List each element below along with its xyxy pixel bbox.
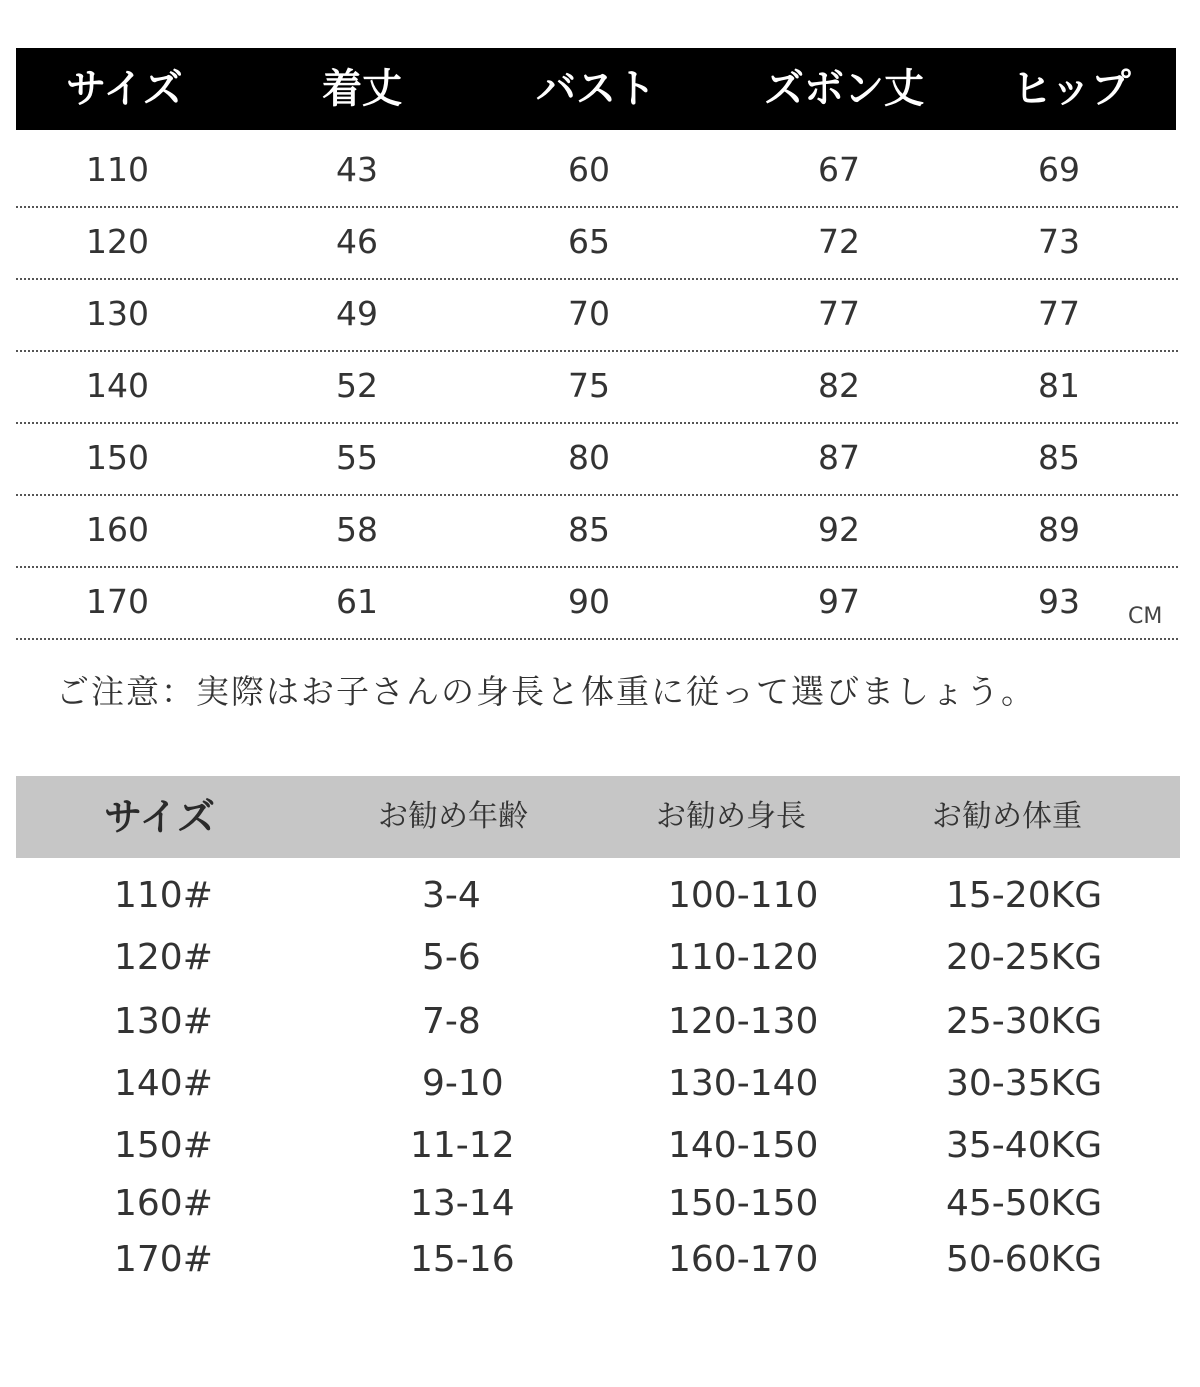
size-table-header xyxy=(16,48,1176,130)
cell-length: 49 xyxy=(336,294,378,333)
header-size: サイズ xyxy=(66,65,183,112)
table-row xyxy=(16,206,1178,280)
table-row xyxy=(16,134,1178,208)
cell-size: 110 xyxy=(86,150,149,189)
cell-pants-length: 97 xyxy=(818,582,860,621)
cell-weight: 45-50KG xyxy=(946,1183,1103,1224)
cell-bust: 85 xyxy=(568,510,610,549)
cell-height: 100-110 xyxy=(668,875,819,916)
cell-hip: 93 xyxy=(1038,582,1080,621)
cell-age: 11-12 xyxy=(410,1125,515,1166)
cell-bust: 75 xyxy=(568,366,610,405)
cell-weight: 50-60KG xyxy=(946,1239,1103,1280)
cell-hip: 81 xyxy=(1038,366,1080,405)
cell-weight: 15-20KG xyxy=(946,875,1103,916)
header-size: サイズ xyxy=(104,794,215,839)
cell-age: 7-8 xyxy=(422,1001,481,1042)
cell-size: 110# xyxy=(114,875,213,916)
cell-hip: 69 xyxy=(1038,150,1080,189)
cell-bust: 80 xyxy=(568,438,610,477)
cell-length: 52 xyxy=(336,366,378,405)
cell-size: 160# xyxy=(114,1183,213,1224)
table-row xyxy=(16,422,1178,496)
table-row xyxy=(0,992,1200,1052)
unit-label: CM xyxy=(1128,604,1163,629)
cell-pants-length: 92 xyxy=(818,510,860,549)
size-note: ご注意：実際はお子さんの身長と体重に従って選びましょう。 xyxy=(56,672,1036,711)
cell-height: 110-120 xyxy=(668,937,819,978)
cell-size: 130# xyxy=(114,1001,213,1042)
cell-pants-length: 77 xyxy=(818,294,860,333)
header-pants-length: ズボン丈 xyxy=(764,65,924,112)
table-row xyxy=(16,494,1178,568)
cell-hip: 85 xyxy=(1038,438,1080,477)
cell-size: 120# xyxy=(114,937,213,978)
cell-size: 130 xyxy=(86,294,149,333)
cell-pants-length: 82 xyxy=(818,366,860,405)
cell-size: 170 xyxy=(86,582,149,621)
cell-age: 3-4 xyxy=(422,875,481,916)
header-recommended-weight: お勧め体重 xyxy=(932,799,1082,834)
header-length: 着丈 xyxy=(322,65,402,112)
cell-age: 5-6 xyxy=(422,937,481,978)
cell-length: 43 xyxy=(336,150,378,189)
table-row xyxy=(0,866,1200,926)
cell-bust: 70 xyxy=(568,294,610,333)
cell-age: 9-10 xyxy=(422,1063,504,1104)
cell-size: 170# xyxy=(114,1239,213,1280)
header-recommended-height: お勧め身長 xyxy=(656,799,806,834)
header-hip: ヒップ xyxy=(1012,65,1131,112)
table-row xyxy=(0,1230,1200,1290)
table-row xyxy=(0,1174,1200,1234)
header-recommended-age: お勧め年齢 xyxy=(378,799,528,834)
cell-height: 130-140 xyxy=(668,1063,819,1104)
cell-bust: 60 xyxy=(568,150,610,189)
cell-height: 120-130 xyxy=(668,1001,819,1042)
table-row xyxy=(0,1116,1200,1176)
cell-age: 13-14 xyxy=(410,1183,515,1224)
cell-size: 140 xyxy=(86,366,149,405)
cell-height: 160-170 xyxy=(668,1239,819,1280)
cell-bust: 90 xyxy=(568,582,610,621)
cell-size: 160 xyxy=(86,510,149,549)
recommend-table-header xyxy=(16,776,1180,858)
cell-size: 150# xyxy=(114,1125,213,1166)
cell-length: 55 xyxy=(336,438,378,477)
cell-hip: 77 xyxy=(1038,294,1080,333)
table-row xyxy=(0,1054,1200,1114)
cell-bust: 65 xyxy=(568,222,610,261)
cell-size: 150 xyxy=(86,438,149,477)
cell-height: 150-150 xyxy=(668,1183,819,1224)
cell-length: 46 xyxy=(336,222,378,261)
cell-hip: 89 xyxy=(1038,510,1080,549)
cell-weight: 35-40KG xyxy=(946,1125,1103,1166)
cell-length: 58 xyxy=(336,510,378,549)
cell-weight: 30-35KG xyxy=(946,1063,1103,1104)
table-row xyxy=(16,350,1178,424)
cell-hip: 73 xyxy=(1038,222,1080,261)
cell-size: 120 xyxy=(86,222,149,261)
cell-size: 140# xyxy=(114,1063,213,1104)
cell-weight: 25-30KG xyxy=(946,1001,1103,1042)
cell-length: 61 xyxy=(336,582,378,621)
cell-pants-length: 87 xyxy=(818,438,860,477)
table-row xyxy=(16,278,1178,352)
header-bust: バスト xyxy=(536,65,656,112)
table-row xyxy=(16,566,1178,640)
cell-pants-length: 72 xyxy=(818,222,860,261)
cell-age: 15-16 xyxy=(410,1239,515,1280)
cell-pants-length: 67 xyxy=(818,150,860,189)
cell-height: 140-150 xyxy=(668,1125,819,1166)
table-row xyxy=(0,928,1200,988)
cell-weight: 20-25KG xyxy=(946,937,1103,978)
